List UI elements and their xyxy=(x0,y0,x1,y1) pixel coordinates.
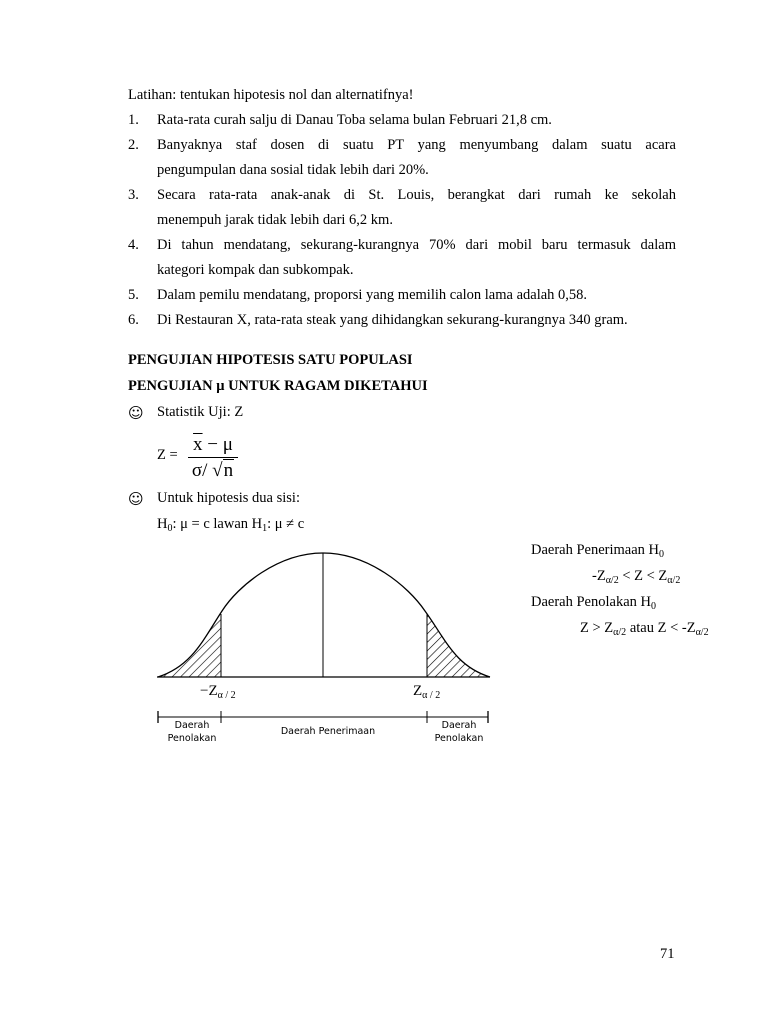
crit-sub: α / 2 xyxy=(217,690,236,701)
exercise-item-text: Rata-rata curah salju di Danau Toba selama bulan Februari 21,8 cm. xyxy=(157,112,552,128)
statistic-label: Statistik Uji: Z xyxy=(157,404,244,420)
exercise-item-text: Dalam pemilu mendatang, proporsi yang memilih calon lama adalah 0,58. xyxy=(157,287,588,303)
left-rejection-label xyxy=(160,719,224,745)
formula-sub: α/2 xyxy=(695,627,709,638)
sigma-over-sqrt: σ/ √ xyxy=(191,460,223,481)
exercise-item-text: Secara rata-rata anak-anak di St. Louis, berangkat dari rumah ke sekolah xyxy=(157,187,676,203)
subsection-heading-post: UNTUK RAGAM DIKETAHUI xyxy=(228,378,428,394)
x-bar: $\overline{x}$ xyxy=(193,434,203,455)
formula-part: Z > Z xyxy=(580,620,614,636)
smiley-icon: ☺ xyxy=(128,490,144,508)
exercise-item-text: pengumpulan dana sosial tidak lebih dari 20%. xyxy=(157,162,429,178)
right-rejection-label xyxy=(426,719,492,745)
exercise-item-text: Di Restauran X, rata-rata steak yang dihidangkan sekurang-kurangnya 340 gram. xyxy=(157,312,628,328)
exercise-item-number: 1. xyxy=(128,112,139,128)
subsection-heading-pre: PENGUJIAN xyxy=(128,378,213,394)
crit-sub: α / 2 xyxy=(422,690,441,701)
exercise-item-number: 2. xyxy=(128,137,139,153)
minus-mu: − μ xyxy=(202,434,233,455)
section-heading: PENGUJIAN HIPOTESIS SATU POPULASI xyxy=(128,352,413,368)
formula-sub: α/2 xyxy=(613,627,627,638)
acceptance-label: Daerah Penerimaan xyxy=(280,726,376,737)
region-label-line: Daerah xyxy=(441,720,477,731)
h1-subscript: 1 xyxy=(262,523,268,534)
h1-text: : μ ≠ c xyxy=(267,516,305,532)
formula-part: -Z xyxy=(592,568,606,584)
exercise-item-number: 4. xyxy=(128,237,139,253)
region-label-line: Penolakan xyxy=(167,733,217,744)
region-label-line: Penolakan xyxy=(434,733,484,744)
sqrt-n: n xyxy=(223,460,234,481)
region-label-line: Daerah xyxy=(174,720,210,731)
accept-title-sub: 0 xyxy=(659,549,665,560)
exercise-item-number: 3. xyxy=(128,187,139,203)
z-equals: Z = xyxy=(157,447,178,463)
left-critical-label xyxy=(200,683,236,701)
exercise-item-number: 6. xyxy=(128,312,139,328)
reject-title-text: Daerah Penolakan H xyxy=(531,594,651,610)
formula-sub: α/2 xyxy=(667,575,681,586)
mu-symbol: μ xyxy=(216,378,225,394)
exercise-intro: Latihan: tentukan hipotesis nol dan alternatifnya! xyxy=(128,87,414,103)
exercise-item-text: Banyaknya staf dosen di suatu PT yang menyumbang dalam suatu acara xyxy=(157,137,676,153)
reject-title-sub: 0 xyxy=(650,601,656,612)
h0-text: : μ = c lawan H xyxy=(172,516,263,532)
accept-title-text: Daerah Penerimaan H xyxy=(531,542,660,558)
exercise-item-text: kategori kompak dan subkompak. xyxy=(157,262,354,278)
page-number: 71 xyxy=(660,946,675,962)
exercise-item-text: Di tahun mendatang, sekurang-kurangnya 70% dari mobil baru termasuk dalam xyxy=(157,237,676,253)
h0-subscript: 0 xyxy=(167,523,173,534)
smiley-icon: ☺ xyxy=(128,404,144,422)
hypothesis-label: Untuk hipotesis dua sisi: xyxy=(157,490,300,506)
h0-symbol: H xyxy=(157,516,168,532)
exercise-item-number: 5. xyxy=(128,287,139,303)
exercise-item-text: menempuh jarak tidak lebih dari 6,2 km. xyxy=(157,212,393,228)
formula-part: atau Z < -Z xyxy=(626,620,696,636)
crit-symbol: Z xyxy=(413,683,423,699)
crit-symbol: −Z xyxy=(200,683,218,699)
formula-part: < Z < Z xyxy=(618,568,668,584)
right-critical-label xyxy=(413,683,440,701)
formula-sub: α/2 xyxy=(605,575,619,586)
